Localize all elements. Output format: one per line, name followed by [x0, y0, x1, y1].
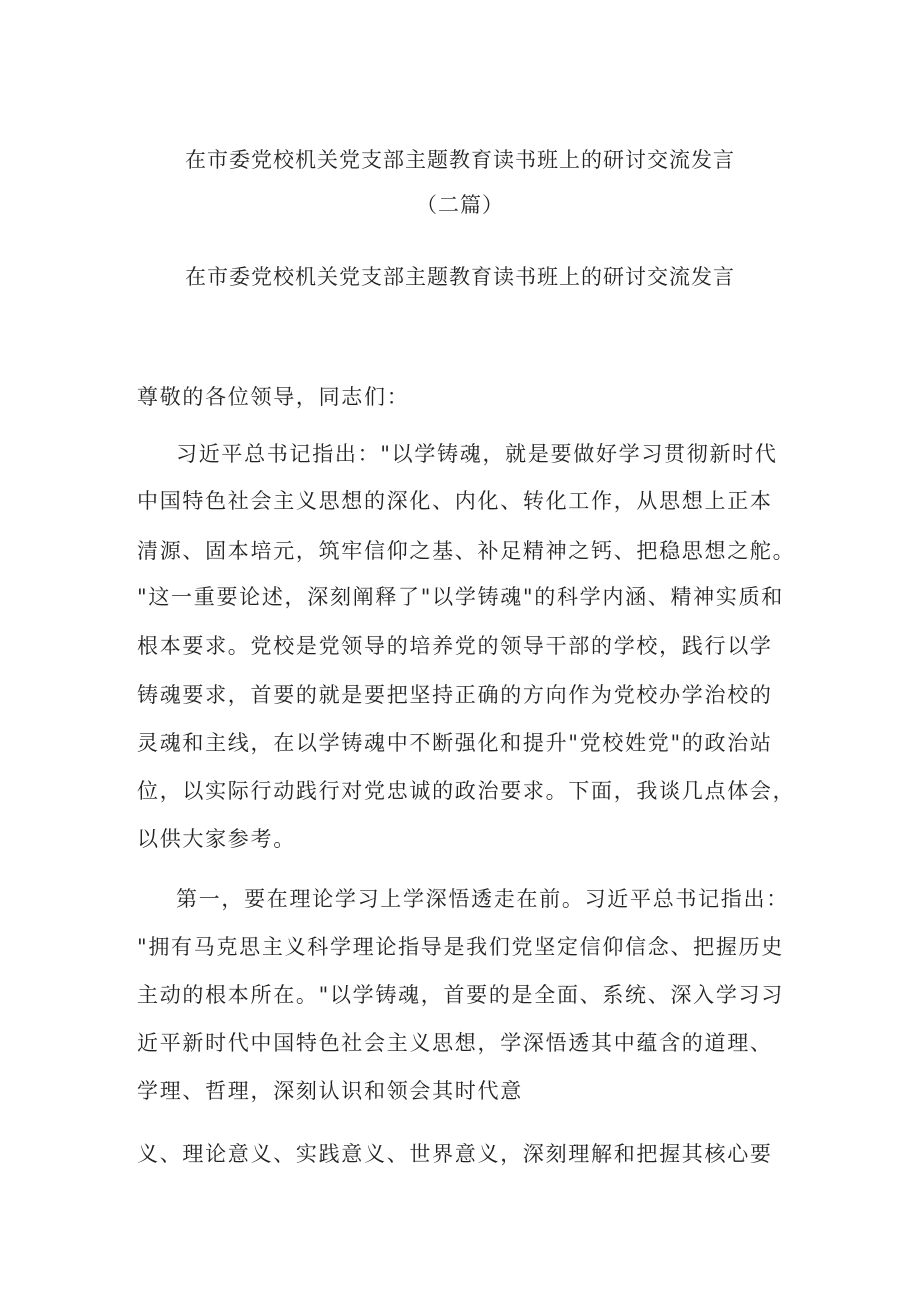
paragraph-line: "拥有马克思主义科学理论指导是我们党坚定信仰信念、把握历史: [137, 935, 784, 959]
paragraph-line: 铸魂要求，首要的就是要把坚持正确的方向作为党校办学治校的: [137, 683, 773, 707]
paragraph-line: 位，以实际行动践行对党忠诚的政治要求。下面，我谈几点体会，: [137, 779, 796, 803]
document-title-count: （二篇）: [416, 193, 504, 217]
paragraph-line: 清源、固本培元，筑牢信仰之基、补足精神之钙、把稳思想之舵。: [137, 539, 796, 563]
paragraph-line: 习近平总书记指出："以学铸魂，就是要做好学习贯彻新时代: [176, 442, 778, 466]
paragraph-line: 义、理论意义、实践意义、世界意义，深刻理解和把握其核心要: [137, 1142, 773, 1166]
paragraph-line: 主动的根本所在。"以学铸魂，首要的是全面、系统、深入学习习: [137, 983, 784, 1007]
paragraph-line: 根本要求。党校是党领导的培养党的领导干部的学校，践行以学: [137, 634, 773, 658]
paragraph-line: 学理、哲理，深刻认识和领会其时代意: [137, 1079, 523, 1103]
salutation: 尊敬的各位领导，同志们：: [137, 385, 410, 409]
paragraph-line: "这一重要论述，深刻阐释了"以学铸魂"的科学内涵、精神实质和: [137, 585, 784, 609]
paragraph-line: 中国特色社会主义思想的深化、内化、转化工作，从思想上正本: [137, 489, 773, 513]
paragraph-line: 近平新时代中国特色社会主义思想，学深悟透其中蕴含的道理、: [137, 1031, 773, 1055]
document-subtitle: 在市委党校机关党支部主题教育读书班上的研讨交流发言: [185, 265, 735, 289]
paragraph-line: 以供大家参考。: [137, 827, 296, 851]
paragraph-line: 灵魂和主线，在以学铸魂中不断强化和提升"党校姓党"的政治站: [137, 731, 773, 755]
paragraph-line: 第一，要在理论学习上学深悟透走在前。习近平总书记指出：: [176, 887, 789, 911]
document-title: 在市委党校机关党支部主题教育读书班上的研讨交流发言: [185, 148, 735, 172]
